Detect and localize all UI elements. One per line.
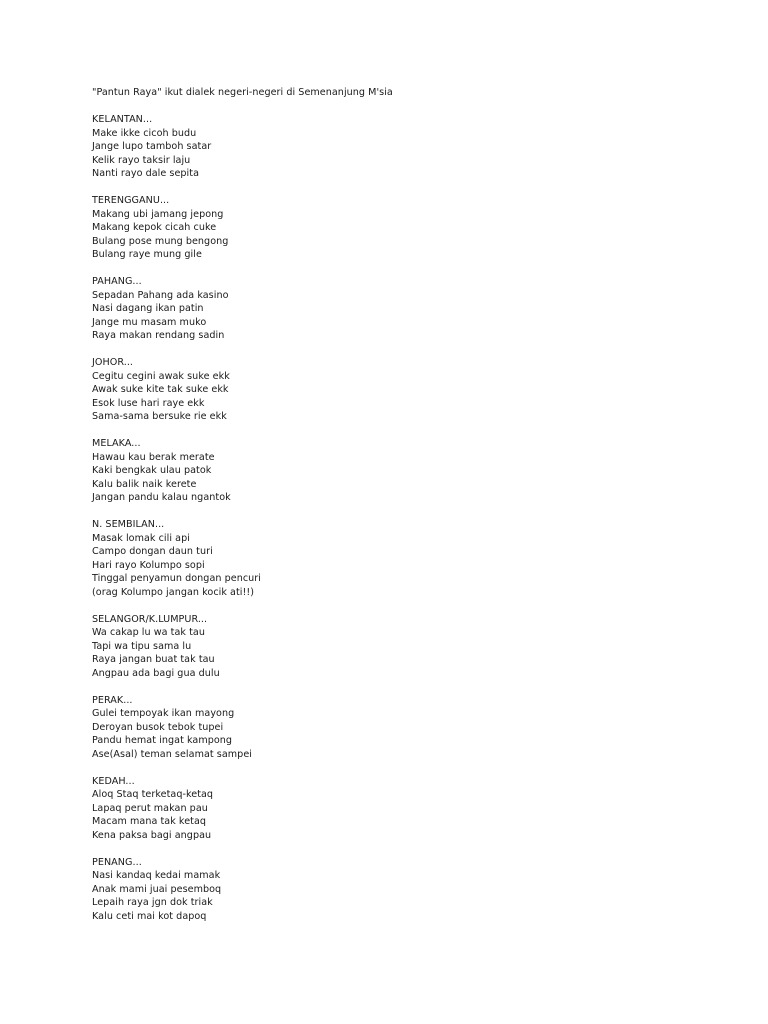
- stanza: [92, 194, 712, 262]
- stanza-line: Make ikke cicoh budu: [92, 127, 197, 139]
- stanza-line: Ase(Asal) teman selamat sampei: [92, 748, 252, 760]
- stanza-line: Bulang raye mung gile: [92, 249, 202, 260]
- stanza-line: Hawau kau berak merate: [92, 451, 215, 463]
- stanza-heading: KEDAH...: [92, 775, 135, 787]
- stanza-line: Jange mu masam muko: [92, 316, 207, 328]
- stanza-line: Deroyan busok tebok tupei: [92, 721, 224, 733]
- stanza-line: Tinggal penyamun dongan pencuri: [92, 573, 261, 584]
- stanza-line: Tapi wa tipu sama lu: [92, 640, 192, 652]
- stanza-line: Esok luse hari raye ekk: [92, 397, 205, 409]
- stanza-heading: JOHOR...: [92, 357, 134, 368]
- stanza-line: Makang kepok cicah cuke: [92, 222, 217, 233]
- stanza: [92, 613, 712, 681]
- stanza-line: Raya makan rendang sadin: [92, 330, 225, 341]
- stanza-line: Jangan pandu kalau ngantok: [92, 492, 231, 503]
- stanza-line: Raya jangan buat tak tau: [92, 654, 215, 665]
- document-page: [92, 86, 712, 937]
- stanza-line: Kelik rayo taksir laju: [92, 154, 191, 166]
- stanza: [92, 275, 712, 343]
- stanza-line: Jange lupo tamboh satar: [92, 141, 212, 152]
- stanza-heading: PERAK...: [92, 694, 133, 706]
- stanza-line: Anak mami juai pesemboq: [92, 883, 222, 895]
- stanza-line: Awak suke kite tak suke ekk: [92, 384, 229, 395]
- stanza-line: Kalu ceti mai kot dapoq: [92, 910, 207, 922]
- stanza-line: Kena paksa bagi angpau: [92, 829, 212, 841]
- stanza-heading: N. SEMBILAN...: [92, 519, 165, 530]
- stanza-heading: MELAKA...: [92, 438, 141, 449]
- stanza-heading: TERENGGANU...: [92, 195, 170, 206]
- stanza-line: Lepaih raya jgn dok triak: [92, 897, 213, 908]
- stanza-line: Macam mana tak ketaq: [92, 816, 207, 827]
- stanza-line: Sama-sama bersuke rie ekk: [92, 411, 227, 422]
- stanza-heading: PENANG...: [92, 856, 142, 868]
- stanza-line: Kaki bengkak ulau patok: [92, 465, 212, 476]
- stanza: [92, 694, 712, 762]
- stanza-list: [92, 113, 712, 923]
- stanza-heading: PAHANG...: [92, 276, 142, 287]
- stanza-line: Sepadan Pahang ada kasino: [92, 289, 229, 301]
- stanza-line: Lapaq perut makan pau: [92, 802, 208, 814]
- stanza: [92, 856, 712, 924]
- stanza-line: Gulei tempoyak ikan mayong: [92, 708, 235, 719]
- stanza-line: Cegitu cegini awak suke ekk: [92, 370, 230, 382]
- stanza-line: Bulang pose mung bengong: [92, 235, 229, 247]
- stanza: [92, 437, 712, 505]
- document-title: "Pantun Raya" ikut dialek negeri-negeri di Semenanjung M'sia: [92, 87, 393, 98]
- stanza-line: Kalu balik naik kerete: [92, 478, 197, 490]
- stanza-line: Aloq Staq terketaq-ketaq: [92, 789, 214, 800]
- stanza: [92, 775, 712, 843]
- stanza-heading: KELANTAN...: [92, 114, 153, 125]
- stanza-line: Masak lomak cili api: [92, 532, 190, 544]
- stanza-line: Nasi kandaq kedai mamak: [92, 870, 221, 881]
- stanza-line: Pandu hemat ingat kampong: [92, 735, 233, 746]
- stanza-line: Hari rayo Kolumpo sopi: [92, 559, 205, 571]
- stanza-line: Nasi dagang ikan patin: [92, 303, 204, 314]
- stanza-line: Campo dongan daun turi: [92, 546, 213, 557]
- stanza-line: Nanti rayo dale sepita: [92, 168, 200, 179]
- stanza-line: (orag Kolumpo jangan kocik ati!!): [92, 586, 255, 598]
- stanza-line: Wa cakap lu wa tak tau: [92, 627, 205, 638]
- stanza: [92, 356, 712, 424]
- stanza: [92, 113, 712, 181]
- stanza-line: Makang ubi jamang jepong: [92, 208, 224, 220]
- stanza: [92, 518, 712, 599]
- stanza-line: Angpau ada bagi gua dulu: [92, 667, 220, 679]
- stanza-heading: SELANGOR/K.LUMPUR...: [92, 613, 208, 625]
